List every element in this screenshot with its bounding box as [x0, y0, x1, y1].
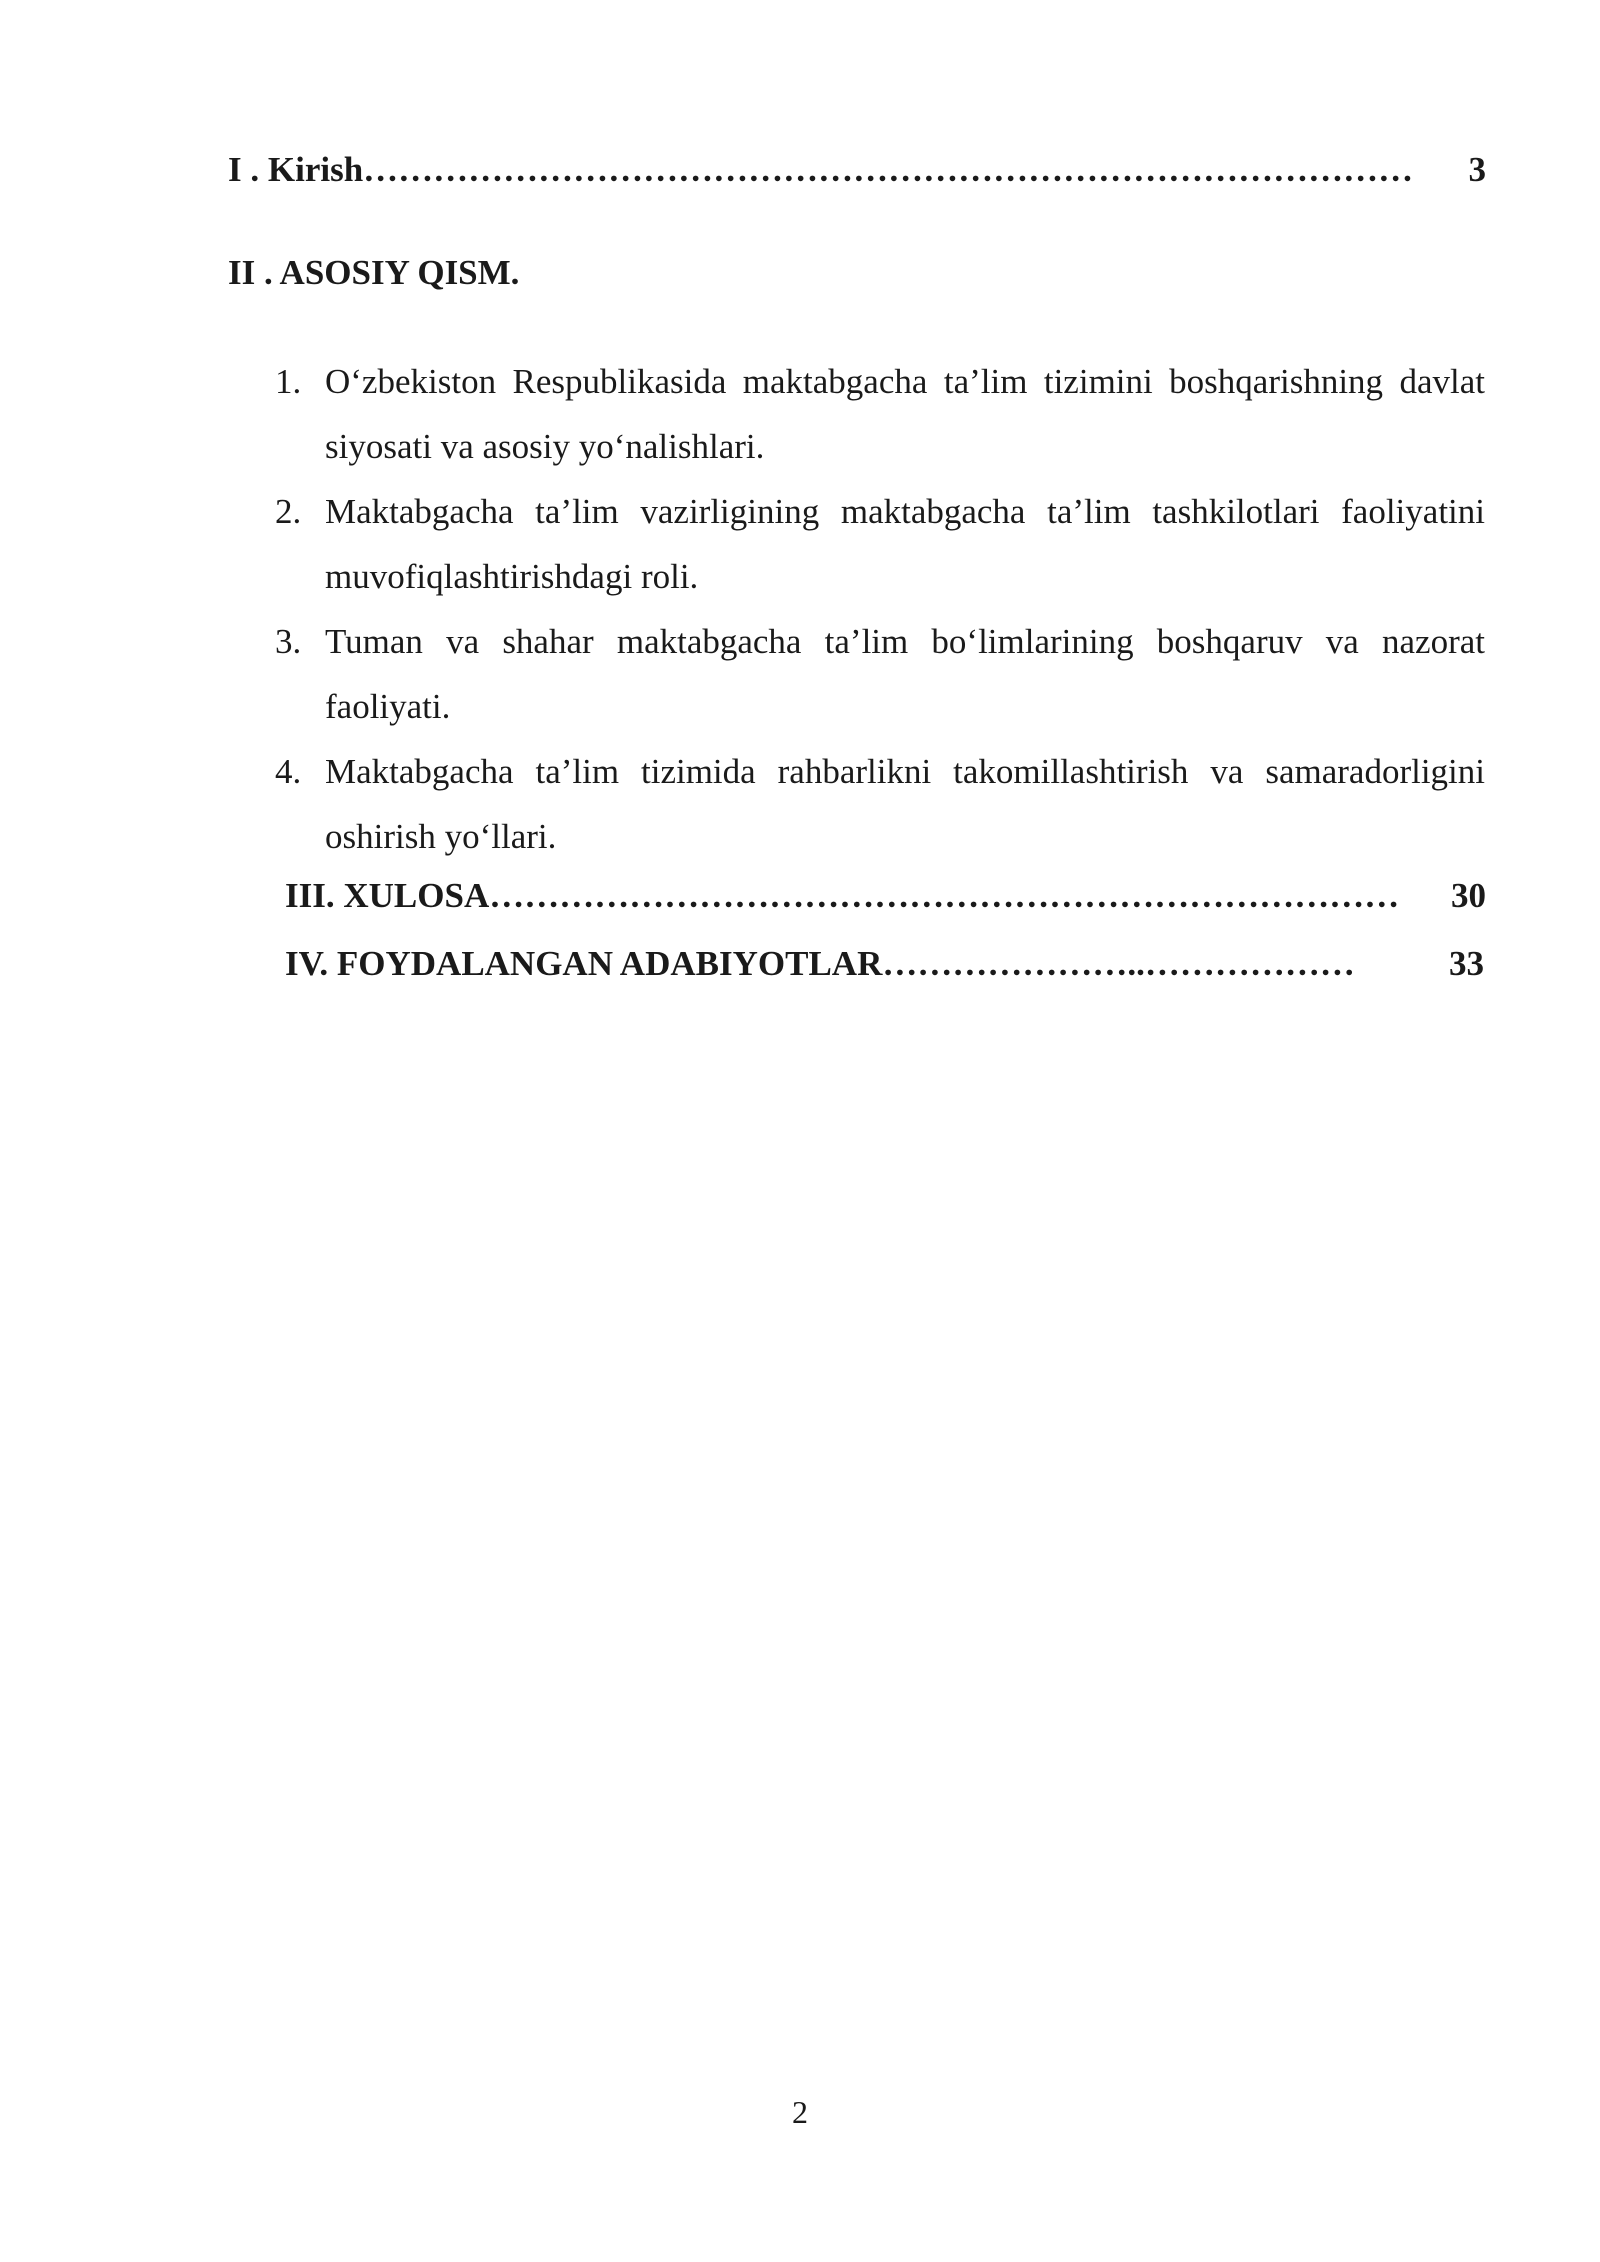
toc-entry-conclusion: [285, 876, 1486, 916]
list-item-number: 3.: [275, 622, 302, 661]
list-item-text: Maktabgacha ta’lim vazirligining maktabgacha ta’lim tashkilotlari faoliyatini muvofiqlashtirishdagi roli.: [325, 492, 1485, 596]
toc-page-number: 3: [1468, 150, 1486, 189]
toc-list-item: [275, 609, 1485, 739]
list-item-number: 1.: [275, 362, 302, 401]
toc-page-number: 30: [1451, 876, 1486, 915]
toc-entry-intro: [228, 150, 1486, 190]
toc-leader-dots: ………………………………………………………………………………: [363, 150, 1414, 189]
toc-entry-label: IV. FOYDALANGAN ADABIYOTLAR: [285, 944, 883, 983]
toc-leader-dots: …………………..………………: [882, 944, 1355, 983]
toc-entry-references: [285, 944, 1484, 984]
page-number: 2: [792, 2094, 808, 2130]
toc-leader-dots: ……………………………………………………………………: [489, 876, 1400, 915]
toc-list-item: [275, 739, 1485, 869]
toc-list-item: [275, 479, 1485, 609]
toc-list-item: [275, 349, 1485, 479]
toc-page-number: 33: [1449, 944, 1484, 983]
list-item-number: 4.: [275, 752, 302, 791]
list-item-text: Tuman va shahar maktabgacha ta’lim bo‘limlarining boshqaruv va nazorat faoliyati.: [325, 622, 1485, 726]
list-item-text: O‘zbekiston Respublikasida maktabgacha ta’lim tizimini boshqarishning davlat siyosati va asosiy yo‘nalishlari.: [325, 362, 1485, 466]
toc-main-heading: II . ASOSIY QISM.: [228, 253, 520, 292]
toc-entry-label: III. XULOSA: [285, 876, 490, 915]
list-item-text: Maktabgacha ta’lim tizimida rahbarlikni takomillashtirish va samaradorligini oshirish yo‘llari.: [325, 752, 1485, 856]
toc-entry-label: I . Kirish: [228, 150, 364, 189]
list-item-number: 2.: [275, 492, 302, 531]
